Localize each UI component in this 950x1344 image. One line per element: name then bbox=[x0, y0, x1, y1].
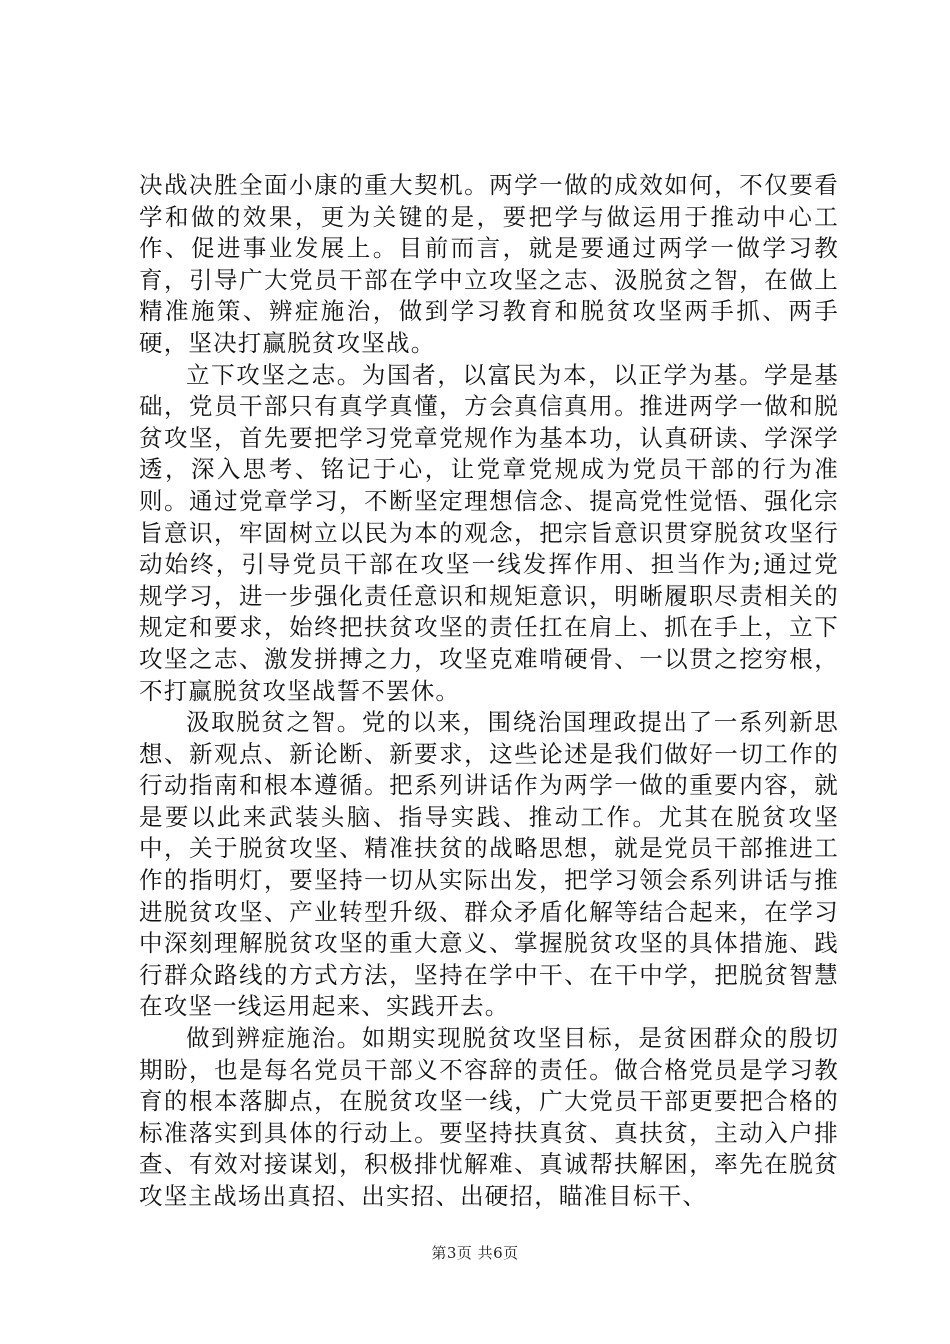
paragraph-draw-wisdom: 汲取脱贫之智。党的以来，围绕治国理政提出了一系列新思想、新观点、新论断、新要求，这些论述是我们做好一切工作的行动指南和根本遵循。把系列讲话作为两学一做的重要内容，就是要以此来武装头脑、指导实践、推动工作。尤其在脱贫攻坚中，关于脱贫攻坚、精准扶贫的战略思想，就是党员干部推进工作的指明灯，要坚持一切从实际出发，把学习领会系列讲话与推进脱贫攻坚、产业转型升级、群众矛盾化解等结合起来，在学习中深刻理解脱贫攻坚的重大意义、掌握脱贫攻坚的具体措施、践行群众路线的方式方法，坚持在学中干、在干中学，把脱贫智慧在攻坚一线运用起来、实践开去。 bbox=[139, 708, 839, 1021]
paragraph-targeted-measures: 做到辨症施治。如期实现脱贫攻坚目标，是贫困群众的殷切期盼，也是每名党员干部义不容辞的责任。做合格党员是学习教育的根本落脚点，在脱贫攻坚一线，广大党员干部更要把合格的标准落实到具体的行动上。要坚持扶真贫、真扶贫，主动入户排查、有效对接谋划，积极排忧解难、真诚帮扶解困，率先在脱贫攻坚主战场出真招、出实招、出硬招，瞄准目标干、 bbox=[139, 1024, 839, 1210]
document-body bbox=[139, 170, 839, 1213]
page-number-footer: 第3页 共6页 bbox=[431, 1244, 519, 1262]
paragraph-intro-continuation: 决战决胜全面小康的重大契机。两学一做的成效如何，不仅要看学和做的效果，更为关键的是，要把学与做运用于推动中心工作、促进事业发展上。目前而言，就是要通过两学一做学习教育，引导广大党员干部在学中立攻坚之志、汲脱贫之智，在做上精准施策、辨症施治，做到学习教育和脱贫攻坚两手抓、两手硬，坚决打赢脱贫攻坚战。 bbox=[139, 171, 839, 357]
paragraph-establish-resolve: 立下攻坚之志。为国者，以富民为本，以正学为基。学是基础，党员干部只有真学真懂，方会真信真用。推进两学一做和脱贫攻坚，首先要把学习党章党规作为基本功，认真研读、学深学透，深入思考、铭记于心，让党章党规成为党员干部的行为准则。通过党章学习，不断坚定理想信念、提高党性觉悟、强化宗旨意识，牢固树立以民为本的观念，把宗旨意识贯穿脱贫攻坚行动始终，引导党员干部在攻坚一线发挥作用、担当作为;通过党规学习，进一步强化责任意识和规矩意识，明晰履职尽责相关的规定和要求，始终把扶贫攻坚的责任扛在肩上、抓在手上，立下攻坚之志、激发拼搏之力，攻坚克难啃硬骨、一以贯之挖穷根，不打赢脱贫攻坚战誓不罢休。 bbox=[139, 360, 839, 705]
